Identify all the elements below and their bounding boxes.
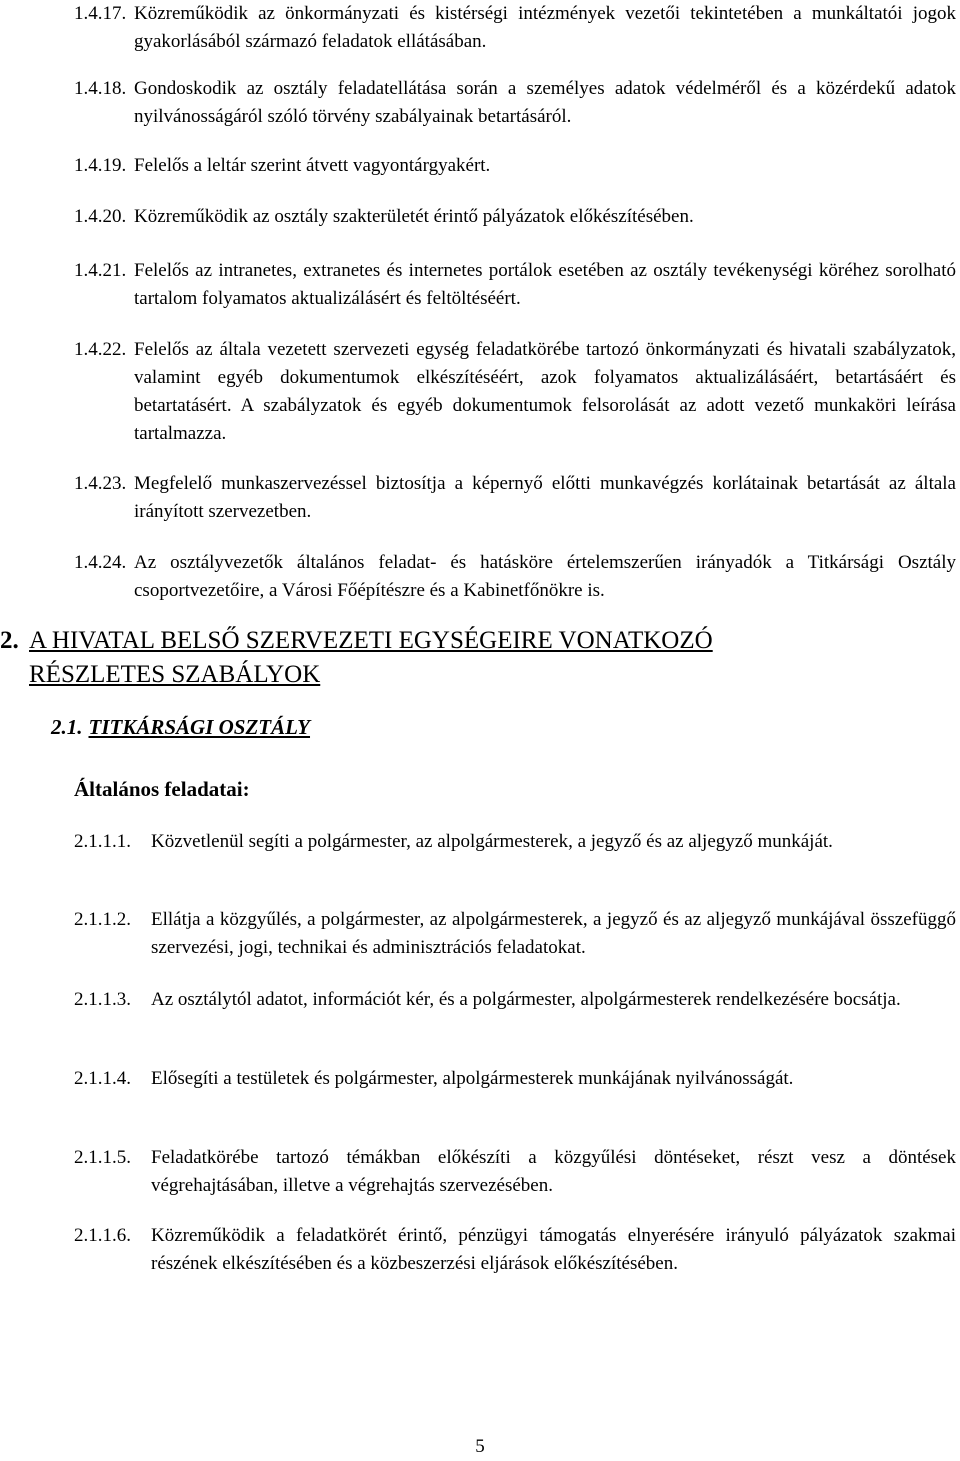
item-number: 1.4.20.	[74, 206, 127, 227]
item-number: 1.4.22.	[74, 339, 127, 360]
task-item	[74, 1222, 956, 1278]
task-item	[74, 906, 956, 962]
section-title-line1: A HIVATAL BELSŐ SZERVEZETI EGYSÉGEIRE VONATKOZÓ	[29, 627, 713, 654]
task-item	[74, 1065, 956, 1093]
list-item	[74, 336, 956, 448]
task-text: Feladatkörébe tartozó témákban előkészíti a közgyűlési döntéseket, részt vesz a döntések végrehajtásában, illetve a végrehajtás szervezésében.	[151, 1147, 956, 1196]
page-number: 5	[475, 1436, 485, 1457]
subsection-number: 2.1.	[51, 715, 83, 739]
item-number: 1.4.18.	[74, 78, 127, 99]
list-item	[74, 470, 956, 526]
task-number: 2.1.1.5.	[74, 1147, 131, 1168]
task-item	[74, 1144, 956, 1200]
task-text: Közreműködik a feladatkörét érintő, pénzügyi támogatás elnyerésére irányuló pályázatok szakmai részének elkészítésében és a közbeszerzési eljárások előkészítésében.	[151, 1225, 956, 1274]
list-item	[74, 203, 956, 231]
subsection-heading	[51, 713, 310, 741]
section-number: 2.	[0, 627, 19, 654]
task-number: 2.1.1.4.	[74, 1068, 131, 1089]
item-text: Közreműködik az osztály szakterületét érintő pályázatok előkészítésében.	[134, 206, 694, 227]
task-number: 2.1.1.1.	[74, 831, 131, 852]
item-number: 1.4.17.	[74, 3, 127, 24]
task-number: 2.1.1.3.	[74, 989, 131, 1010]
section-heading	[0, 624, 900, 692]
item-text: Gondoskodik az osztály feladatellátása során a személyes adatok védelméről és a közérdekű adatok nyilvánosságáról szóló törvény szabályainak betartásáról.	[134, 78, 956, 127]
item-number: 1.4.23.	[74, 473, 127, 494]
task-item	[74, 828, 956, 856]
task-number: 2.1.1.6.	[74, 1225, 131, 1246]
section-title-line2: RÉSZLETES SZABÁLYOK	[29, 661, 321, 688]
task-text: Ellátja a közgyűlés, a polgármester, az alpolgármesterek, a jegyző és az aljegyző munkájával összefüggő szervezési, jogi, technikai és adminisztrációs feladatokat.	[151, 909, 956, 958]
task-item	[74, 986, 956, 1014]
item-text: Felelős az általa vezetett szervezeti egység feladatkörébe tartozó önkormányzati és hivatali szabályzatok, valamint egyéb dokumentumok elkészítéséért, azok folyamatos aktualizálásáért, betartásáért és betartatásért. A szabályzatok és egyéb dokumentumok felsorolását az adott vezető munkaköri leírása tartalmazza.	[134, 339, 956, 444]
item-number: 1.4.24.	[74, 552, 127, 573]
general-tasks-heading: Általános feladatai:	[74, 777, 250, 801]
item-text: Az osztályvezetők általános feladat- és hatásköre értelemszerűen irányadók a Titkársági Osztály csoportvezetőire, a Városi Főépítészre és a Kabinetfőnökre is.	[134, 552, 956, 601]
list-item	[74, 75, 956, 131]
item-number: 1.4.21.	[74, 260, 127, 281]
task-number: 2.1.1.2.	[74, 909, 131, 930]
list-item	[74, 152, 956, 180]
task-text: Elősegíti a testületek és polgármester, alpolgármesterek munkájának nyilvánosságát.	[151, 1068, 794, 1089]
item-number: 1.4.19.	[74, 155, 127, 176]
item-text: Felelős a leltár szerint átvett vagyontárgyakért.	[134, 155, 491, 176]
list-item	[74, 257, 956, 313]
list-item	[74, 549, 956, 605]
subsection-title: TITKÁRSÁGI OSZTÁLY	[88, 715, 311, 739]
task-text: Közvetlenül segíti a polgármester, az alpolgármesterek, a jegyző és az aljegyző munkáját.	[151, 831, 833, 852]
item-text: Megfelelő munkaszervezéssel biztosítja a képernyő előtti munkavégzés korlátainak betartását az általa irányított szervezetben.	[134, 473, 956, 522]
task-text: Az osztálytól adatot, információt kér, és a polgármester, alpolgármesterek rendelkezésére bocsátja.	[151, 989, 901, 1010]
item-text: Közreműködik az önkormányzati és kistérségi intézmények vezetői tekintetében a munkáltatói jogok gyakorlásából származó feladatok ellátásában.	[134, 3, 956, 52]
list-item	[74, 0, 956, 56]
item-text: Felelős az intranetes, extranetes és internetes portálok esetében az osztály tevékenységi köréhez sorolható tartalom folyamatos aktualizálásért és feltöltéséért.	[134, 260, 956, 309]
